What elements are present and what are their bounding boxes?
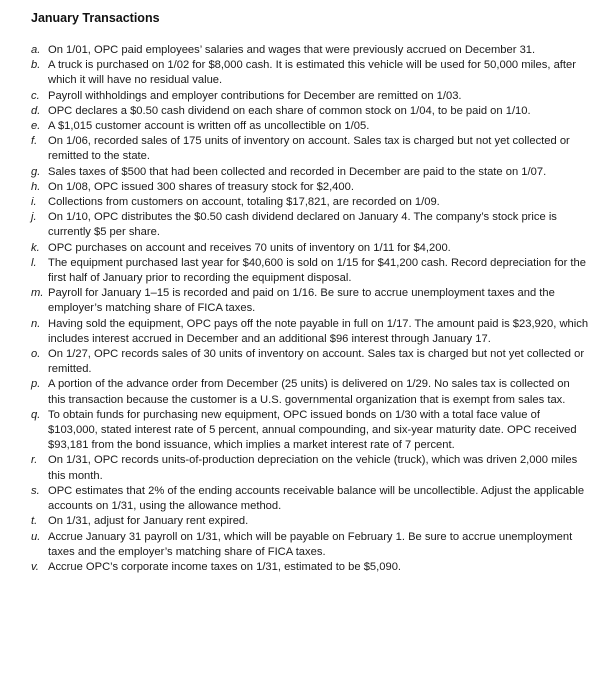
transaction-text: A $1,015 customer account is written off as uncollectible on 1/05. xyxy=(48,120,370,133)
transaction-text: On 1/31, OPC records units-of-production depreciation on the vehicle (truck), which was driven 2,000 miles this month. xyxy=(48,454,578,482)
transaction-text: OPC purchases on account and receives 70 units of inventory on 1/11 for $4,200. xyxy=(48,241,451,254)
transaction-item xyxy=(31,560,594,575)
transaction-item xyxy=(31,317,594,347)
transaction-letter: j. xyxy=(31,211,37,224)
transaction-text: Having sold the equipment, OPC pays off the note payable in full on 1/17. The amount paid is $23,920, which includes interest accrued in December and an additional $96 interest through January 17. xyxy=(48,317,589,345)
transaction-item xyxy=(31,453,594,483)
transaction-item xyxy=(31,180,594,195)
transaction-text: A truck is purchased on 1/02 for $8,000 cash. It is estimated this vehicle will be used for 50,000 miles, after which it will have no residual value. xyxy=(48,59,576,87)
transaction-text: To obtain funds for purchasing new equipment, OPC issued bonds on 1/30 with a total face value of $103,000, stated interest rate of 5 percent, annual compounding, and six-year maturity date. OPC received $93,181 from the bond issuance, which implies a market interest rate of 7 percent. xyxy=(48,408,577,452)
transaction-text: The equipment purchased last year for $40,600 is sold on 1/15 for $41,200 cash. Record depreciation for the first half of January prior to recording the equipment disposal. xyxy=(48,256,586,285)
transaction-letter: e. xyxy=(31,120,41,133)
transaction-text: On 1/01, OPC paid employees’ salaries and wages that were previously accrued on December 31. xyxy=(48,44,536,56)
transaction-letter: u. xyxy=(31,530,41,543)
transaction-letter: i. xyxy=(31,196,37,209)
transaction-item xyxy=(31,58,594,88)
transaction-letter: g. xyxy=(31,165,41,178)
transaction-letter: n. xyxy=(31,317,41,330)
transaction-letter: t. xyxy=(31,515,38,528)
transaction-item xyxy=(31,408,594,454)
transaction-letter: d. xyxy=(31,104,41,117)
transaction-letter: f. xyxy=(31,135,38,148)
transaction-text: Payroll withholdings and employer contributions for December are remitted on 1/03. xyxy=(48,89,462,102)
transaction-text: Sales taxes of $500 that had been collected and recorded in December are paid to the state on 1/07. xyxy=(48,165,547,178)
transaction-item xyxy=(31,347,594,377)
transaction-letter: a. xyxy=(31,44,41,56)
transaction-letter: c. xyxy=(31,89,40,102)
transaction-list xyxy=(31,43,594,575)
transaction-text: On 1/08, OPC issued 300 shares of treasury stock for $2,400. xyxy=(48,180,354,193)
transaction-text: On 1/06, recorded sales of 175 units of inventory on account. Sales tax is charged but not yet collected or remitted to the state. xyxy=(48,135,570,163)
transaction-text: OPC estimates that 2% of the ending accounts receivable balance will be uncollectible. Adjust the applicable accounts on 1/31, using the allowance method. xyxy=(48,484,585,513)
transaction-item xyxy=(31,514,594,529)
transaction-text: Accrue OPC’s corporate income taxes on 1/31, estimated to be $5,090. xyxy=(48,560,402,573)
transaction-letter: m. xyxy=(31,287,44,300)
transaction-item xyxy=(31,195,594,210)
transaction-letter: r. xyxy=(31,454,38,467)
transaction-item xyxy=(31,241,594,256)
transaction-item xyxy=(31,484,594,514)
transaction-item xyxy=(31,377,594,407)
transaction-item xyxy=(31,104,594,119)
page-title: January Transactions xyxy=(31,11,160,25)
transaction-item xyxy=(31,134,594,164)
transaction-item xyxy=(31,89,594,104)
transaction-letter: l. xyxy=(31,256,37,269)
transaction-text: OPC declares a $0.50 cash dividend on each share of common stock on 1/04, to be paid on 1/10. xyxy=(48,104,531,117)
transaction-letter: o. xyxy=(31,348,41,361)
transaction-letter: h. xyxy=(31,180,41,193)
transaction-letter: q. xyxy=(31,408,41,421)
transaction-item xyxy=(31,119,594,134)
transaction-text: Collections from customers on account, totaling $17,821, are recorded on 1/09. xyxy=(48,196,440,209)
transaction-item xyxy=(31,256,594,286)
transaction-item xyxy=(31,530,594,560)
transaction-item xyxy=(31,43,594,58)
transaction-item xyxy=(31,286,594,316)
transaction-text: Payroll for January 1–15 is recorded and paid on 1/16. Be sure to accrue unemployment taxes and the employer’s matching share of FICA taxes. xyxy=(48,287,555,315)
transaction-text: Accrue January 31 payroll on 1/31, which will be payable on February 1. Be sure to accrue unemployment taxes and the employer’s matching share of FICA taxes. xyxy=(48,530,573,558)
transaction-letter: k. xyxy=(31,241,40,254)
transaction-letter: b. xyxy=(31,59,41,72)
transaction-text: A portion of the advance order from December (25 units) is delivered on 1/29. No sales tax is collected on this transaction because the customer is a U.S. governmental organization that is exempt from sales tax. xyxy=(48,378,570,406)
transaction-letter: s. xyxy=(31,484,40,497)
transaction-text: On 1/27, OPC records sales of 30 units of inventory on account. Sales tax is charged but not yet collected or remitted. xyxy=(48,348,585,376)
transaction-text: On 1/31, adjust for January rent expired. xyxy=(48,515,249,528)
transaction-text: On 1/10, OPC distributes the $0.50 cash dividend declared on January 4. The company’s stock price is currently $5 per share. xyxy=(48,211,557,239)
transaction-letter: v. xyxy=(31,560,39,573)
transaction-letter: p. xyxy=(31,378,41,391)
transaction-item xyxy=(31,210,594,240)
transaction-item xyxy=(31,165,594,180)
